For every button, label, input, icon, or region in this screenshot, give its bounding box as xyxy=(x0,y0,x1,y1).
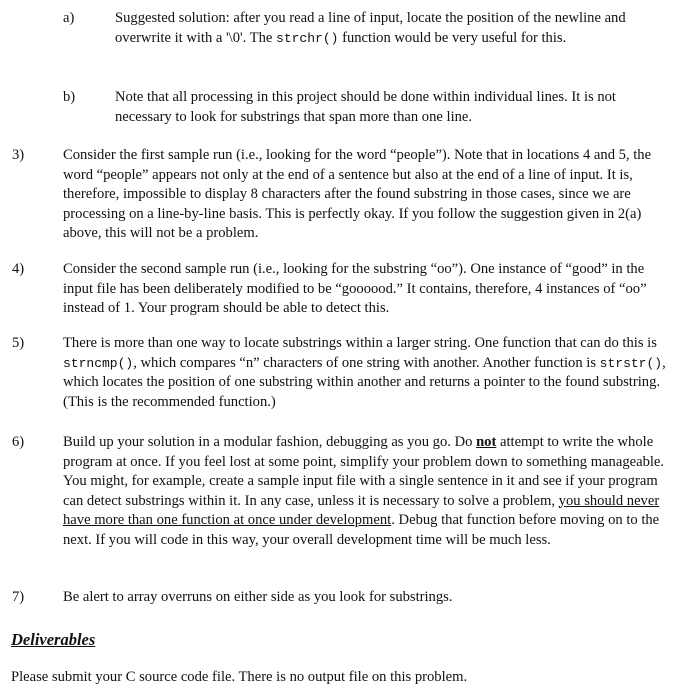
sub-item-b-text xyxy=(115,88,675,127)
text-run: Suggested solution: after you read a line of input, locate the position of the newline and overwrite it with a '\0'. The xyxy=(115,10,626,46)
item-number-5: 5) xyxy=(12,335,25,351)
deliverables-heading: Deliverables xyxy=(11,630,96,649)
underlined-text: you should never have more than one function at once under development xyxy=(63,492,660,528)
text-run: attempt to write the whole program at once. If you feel lost at some point, simplify your problem down to something manageable. You might, for example, create a sample input file with a single sentence in it and see if your program can detect substrings within it. In any case, unless it is necessary to solve a problem, xyxy=(63,434,665,509)
item-number-3: 3) xyxy=(12,147,25,163)
text-run: Build up your solution in a modular fashion, debugging as you go. Do xyxy=(63,434,477,450)
text-run: There is more than one way to locate substrings within a larger string. One function that can do this is xyxy=(63,335,657,351)
text-run: Consider the second sample run (i.e., looking for the substring “oo”). One instance of “good” in the input file has been deliberately modified to be “goooood.” It contains, therefore, 4 instances of “oo” instead of 1. Your program should be able to detect this. xyxy=(63,261,647,316)
text-run: . Debug that function before moving on to the next. If you will code in this way, your overall development time will be much less. xyxy=(63,512,660,548)
text-run: Be alert to array overruns on either side as you look for substrings. xyxy=(63,589,453,605)
sub-item-marker-b: b) xyxy=(63,89,76,105)
emphasis-text: not xyxy=(476,434,497,450)
item-number-4: 4) xyxy=(12,261,25,277)
text-run: Consider the first sample run (i.e., looking for the word “people”). Note that in locations 4 and 5, the word “people” appears not only at the end of a sentence but also at the end of a line of input. It is, therefore, impossible to display 8 characters after the found substring in those cases, since we are processing on a line-by-line basis. This is perfectly okay. If you follow the suggestion given in 2(a) above, this will not be a problem. xyxy=(63,147,652,241)
text-run: Note that all processing in this project should be done within individual lines. It is not necessary to look for substrings that span more than one line. xyxy=(115,89,616,125)
item-4-text xyxy=(63,260,677,319)
item-7-text xyxy=(63,588,677,608)
item-number-7: 7) xyxy=(12,589,25,605)
text-run: function would be very useful for this. xyxy=(338,29,567,46)
sub-item-a-text xyxy=(115,9,675,48)
item-3-text xyxy=(63,146,677,244)
text-run: , which compares “n” characters of one string with another. Another function is xyxy=(133,354,600,371)
item-number-6: 6) xyxy=(12,434,25,450)
deliverables-text: Please submit your C source code file. There is no output file on this problem. xyxy=(11,669,468,685)
sub-item-marker-a: a) xyxy=(63,10,75,26)
item-6-text xyxy=(63,433,677,550)
code-function-name: strncmp() xyxy=(63,355,134,371)
code-function-name: strstr() xyxy=(599,355,663,371)
text-run: , which locates the position of one substring within another and returns a pointer to the found substring. (This is the recommended function.) xyxy=(63,354,666,410)
code-function-name: strchr() xyxy=(276,30,339,46)
item-5-text xyxy=(63,334,677,412)
